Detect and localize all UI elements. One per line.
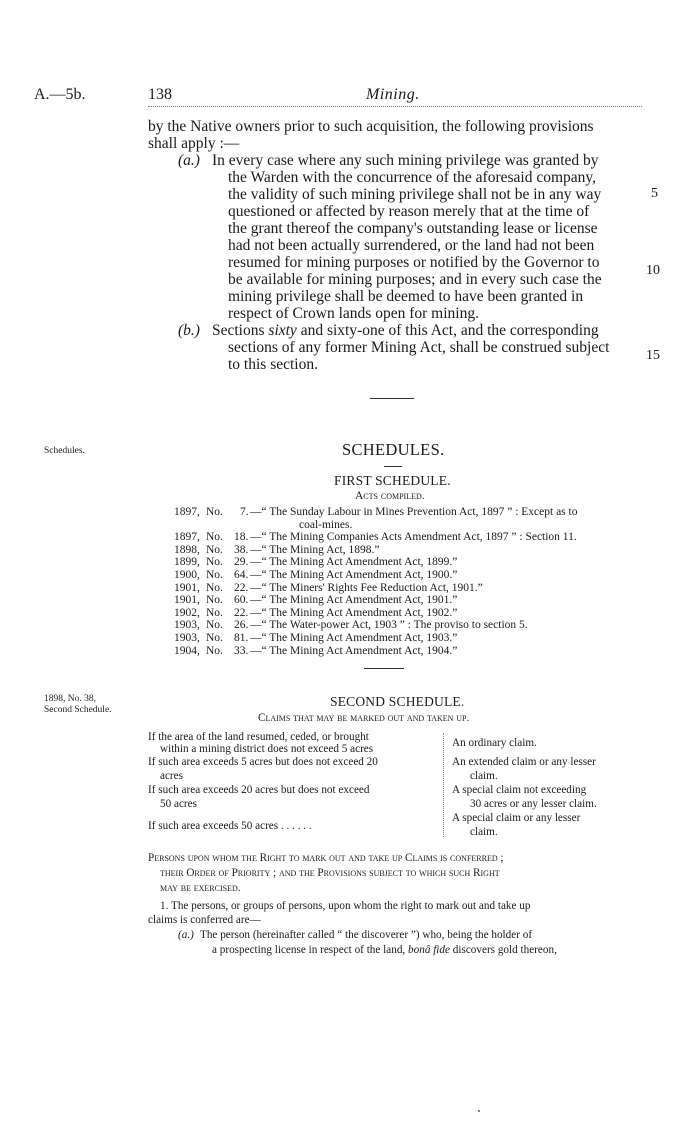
text-line: had not been actually surrendered, or the land had not been bbox=[228, 237, 595, 254]
act-no-label: No. bbox=[206, 531, 223, 544]
side-note-line: Second Schedule. bbox=[44, 705, 112, 715]
acts-compiled-heading: Acts compiled. bbox=[355, 490, 425, 502]
persons-heading-line: their Order of Priority ; and the Provisions subject to which such Right bbox=[160, 867, 500, 879]
act-no-label: No. bbox=[206, 581, 223, 594]
schedules-title: SCHEDULES. bbox=[342, 440, 445, 459]
text-line: the Warden with the concurrence of the aforesaid company, bbox=[228, 169, 597, 186]
act-year: 1903, bbox=[174, 619, 200, 632]
act-year: 1898, bbox=[174, 543, 200, 556]
side-note-line: 1898, No. 38, bbox=[44, 694, 96, 704]
act-year: 1902, bbox=[174, 606, 200, 619]
line-number: 15 bbox=[646, 348, 660, 363]
section-divider bbox=[370, 398, 414, 399]
item-b-label: (b.) bbox=[178, 322, 200, 339]
claim-type: 30 acres or any lesser claim. bbox=[470, 798, 597, 810]
act-title: —“ The Mining Act Amendment Act, 1900.” bbox=[250, 569, 458, 581]
document-reference: A.—5b. bbox=[34, 86, 86, 103]
act-title: —“ The Mining Act Amendment Act, 1903.” bbox=[250, 632, 458, 644]
claim-type: A special claim or any lesser bbox=[452, 812, 581, 824]
act-number: 64. bbox=[234, 569, 249, 581]
act-no-label: No. bbox=[206, 594, 223, 607]
act-number: 81. bbox=[234, 632, 249, 644]
claim-type: An ordinary claim. bbox=[452, 737, 537, 749]
text-line: Sections sixty and sixty-one of this Act, and the corresponding bbox=[212, 322, 599, 339]
running-title: Mining. bbox=[366, 86, 420, 103]
act-number: 33. bbox=[234, 644, 249, 657]
act-no-label: No. bbox=[206, 556, 223, 569]
act-title: —“ The Mining Act, 1898.” bbox=[250, 543, 380, 556]
act-number: 26. bbox=[234, 619, 249, 632]
act-number: 22. bbox=[234, 606, 249, 619]
first-schedule-title: FIRST SCHEDULE. bbox=[334, 473, 451, 488]
claim-condition: acres bbox=[160, 770, 183, 782]
page-mark bbox=[478, 1110, 480, 1112]
claims-subtitle: Claims that may be marked out and taken up. bbox=[258, 712, 470, 724]
act-year: 1903, bbox=[174, 632, 200, 644]
page-number: 138 bbox=[148, 86, 172, 103]
persons-heading-line: may be exercised. bbox=[160, 882, 241, 894]
act-title: —“ The Mining Act Amendment Act, 1899.” bbox=[250, 556, 458, 569]
text-line: questioned or affected by reason merely that at the time of bbox=[228, 203, 590, 220]
act-no-label: No. bbox=[206, 543, 223, 556]
act-no-label: No. bbox=[206, 606, 223, 619]
claim-type: A special claim not exceeding bbox=[452, 784, 587, 796]
act-title: —“ The Mining Act Amendment Act, 1902.” bbox=[250, 606, 458, 619]
item-a-label: (a.) bbox=[178, 152, 200, 169]
act-title-continued: coal-mines. bbox=[299, 518, 353, 531]
act-number: 18. bbox=[234, 531, 249, 544]
section-divider bbox=[364, 668, 404, 669]
act-year: 1900, bbox=[174, 569, 200, 581]
paragraph-line: 1. The persons, or groups of persons, upon whom the right to mark out and take up bbox=[160, 900, 531, 912]
line-number: 10 bbox=[646, 263, 660, 278]
text-line: be available for mining purposes; and in every such case the bbox=[228, 271, 602, 288]
act-year: 1901, bbox=[174, 594, 200, 607]
act-year: 1904, bbox=[174, 644, 200, 657]
text-line: resumed for mining purposes or notified by the Governor to bbox=[228, 254, 600, 271]
act-number: 7. bbox=[240, 506, 249, 518]
act-year: 1899, bbox=[174, 556, 200, 569]
act-year: 1897, bbox=[174, 531, 200, 544]
act-number: 60. bbox=[234, 594, 249, 607]
claim-type: claim. bbox=[470, 770, 498, 782]
paragraph-line: claims is conferred are— bbox=[148, 914, 261, 926]
act-year: 1901, bbox=[174, 581, 200, 594]
paragraph-line: The person (hereinafter called “ the discoverer ”) who, being the holder of bbox=[200, 929, 533, 941]
act-number: 38. bbox=[234, 543, 249, 556]
claim-condition: If such area exceeds 50 acres . . . . . . bbox=[148, 820, 312, 832]
second-schedule-title: SECOND SCHEDULE. bbox=[330, 694, 465, 709]
text-line: respect of Crown lands open for mining. bbox=[228, 305, 479, 322]
side-note bbox=[44, 694, 112, 716]
text-line: the grant thereof the company's outstanding lease or license bbox=[228, 220, 598, 237]
column-divider bbox=[443, 733, 444, 837]
text-line: mining privilege shall be deemed to have been granted in bbox=[228, 288, 584, 305]
text-line: sections of any former Mining Act, shall be construed subject bbox=[228, 339, 610, 356]
act-no-label: No. bbox=[206, 644, 223, 657]
act-no-label: No. bbox=[206, 569, 223, 581]
act-title: —“ The Miners' Rights Fee Reduction Act, 1901.” bbox=[250, 581, 483, 594]
side-note: Schedules. bbox=[44, 446, 85, 456]
claim-condition: If such area exceeds 20 acres but does not exceed bbox=[148, 784, 370, 796]
act-title: —“ The Mining Act Amendment Act, 1904.” bbox=[250, 644, 458, 657]
act-title: —“ The Mining Act Amendment Act, 1901.” bbox=[250, 594, 458, 607]
text-line: by the Native owners prior to such acquisition, the following provisions bbox=[148, 118, 594, 135]
act-title: —“ The Mining Companies Acts Amendment Act, 1897 ” : Section 11. bbox=[250, 531, 577, 544]
text-line: shall apply :— bbox=[148, 135, 240, 152]
act-no-label: No. bbox=[206, 632, 223, 644]
para-a-label: (a.) bbox=[178, 929, 194, 941]
act-title: —“ The Water-power Act, 1903 ” : The proviso to section 5. bbox=[250, 619, 528, 632]
title-underline bbox=[384, 466, 402, 467]
act-no-label: No. bbox=[206, 619, 223, 632]
paragraph-line: a prospecting license in respect of the land, bonâ fide discovers gold thereon, bbox=[212, 944, 557, 956]
act-number: 29. bbox=[234, 556, 249, 569]
claim-condition: within a mining district does not exceed 5 acres bbox=[160, 743, 374, 755]
header-rule bbox=[148, 106, 642, 107]
claim-condition: If such area exceeds 5 acres but does not exceed 20 bbox=[148, 756, 378, 768]
text-line: the validity of such mining privilege shall not be in any way bbox=[228, 186, 602, 203]
claim-type: claim. bbox=[470, 826, 498, 838]
act-year: 1897, bbox=[174, 506, 200, 518]
act-no-label: No. bbox=[206, 506, 223, 518]
act-title: —“ The Sunday Labour in Mines Prevention Act, 1897 ” : Except as to bbox=[250, 506, 578, 518]
claim-condition: If the area of the land resumed, ceded, or brought bbox=[148, 731, 369, 743]
text-line: to this section. bbox=[228, 356, 318, 373]
act-number: 22. bbox=[234, 581, 249, 594]
text-line: In every case where any such mining privilege was granted by bbox=[212, 152, 599, 169]
persons-heading-line: Persons upon whom the Right to mark out and take up Claims is conferred ; bbox=[148, 852, 504, 864]
claim-type: An extended claim or any lesser bbox=[452, 756, 596, 768]
claim-condition: 50 acres bbox=[160, 798, 197, 810]
line-number: 5 bbox=[651, 186, 658, 201]
